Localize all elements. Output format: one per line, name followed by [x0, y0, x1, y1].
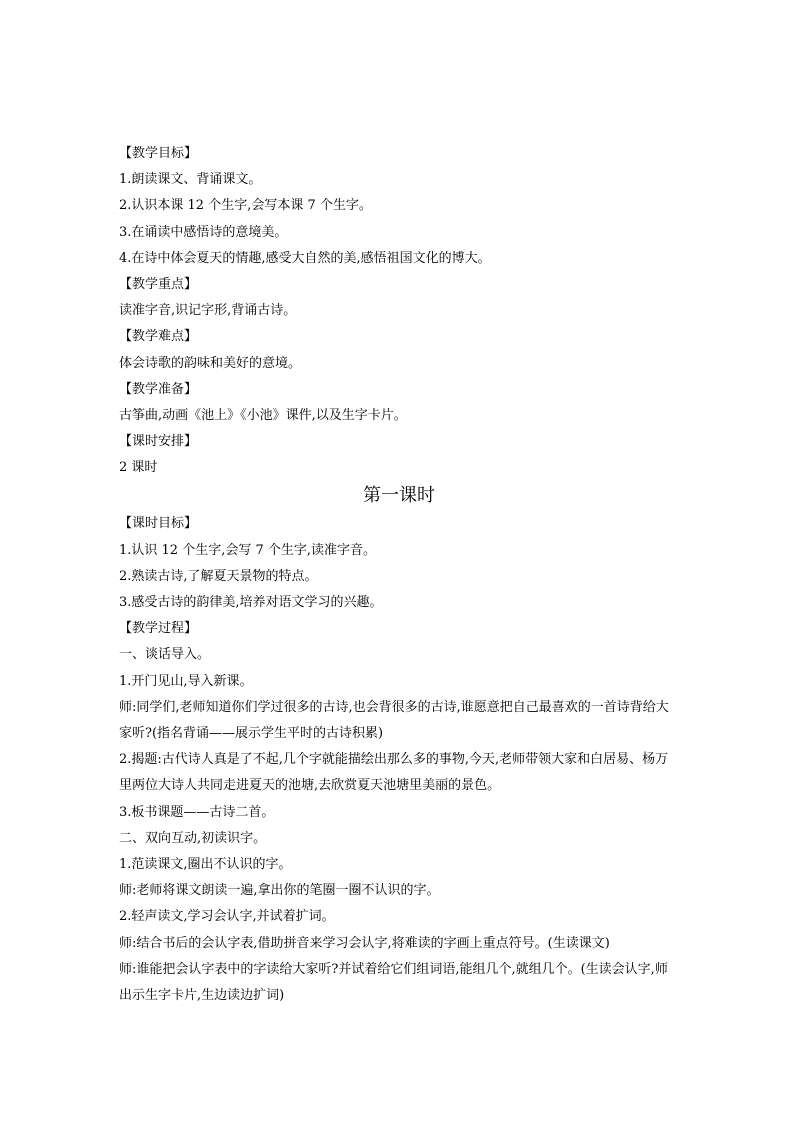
lesson-title: 第一课时: [363, 485, 435, 507]
key-points-heading: 【教学重点】: [119, 276, 198, 292]
difficulty-heading: 【教学难点】: [119, 329, 198, 345]
schedule-text: 2 课时: [119, 460, 158, 476]
lesson-goals-heading: 【课时目标】: [119, 516, 198, 532]
document-page: [119, 141, 679, 1009]
process-paragraph: 师:同学们,老师知道你们学过很多的古诗,也会背很多的古诗,谁愿意把自己最喜欢的一首诗背给大家听?(指名背诵——展示学生平时的古诗积累): [119, 699, 669, 741]
difficulty-text: 体会诗歌的韵味和美好的意境。: [119, 355, 302, 371]
key-points-text: 读准字音,识记字形,背诵古诗。: [119, 303, 297, 319]
lesson-goal-item: 2.熟读古诗,了解夏天景物的特点。: [119, 568, 318, 584]
goal-item: 1.朗读课文、背诵课文。: [119, 172, 262, 188]
process-step: 1.范读课文,圈出不认识的字。: [119, 856, 292, 872]
process-step: 2.轻声读文,学习会认字,并试着扩词。: [119, 909, 335, 925]
lesson-goal-item: 3.感受古诗的韵律美,培养对语文学习的兴趣。: [119, 595, 383, 610]
goal-item: 4.在诗中体会夏天的情趣,感受大自然的美,感悟祖国文化的博大。: [119, 250, 491, 266]
goal-item: 2.认识本课 12 个生字,会写本课 7 个生字。: [119, 198, 372, 214]
lesson-goal-item: 1.认识 12 个生字,会写 7 个生字,读准字音。: [119, 542, 377, 558]
process-heading: 【教学过程】: [119, 621, 198, 637]
process-step: 一、谈话导入。: [119, 647, 211, 663]
process-paragraph: 师:谁能把会认字表中的字读给大家听?并试着给它们组词语,能组几个,就组几个。(生读会认字,师出示生字卡片,生边读边扩词): [119, 961, 668, 1003]
process-paragraph: 师:老师将课文朗读一遍,拿出你的笔圈一圈不认识的字。: [119, 883, 440, 899]
process-paragraph: 2.揭题:古代诗人真是了不起,几个字就能描绘出那么多的事物,今天,老师带领大家和白居易、杨万里两位大诗人共同走进夏天的池塘,去欣赏夏天池塘里美丽的景色。: [119, 752, 669, 794]
process-paragraph: 师:结合书后的会认字表,借助拼音来学习会认字,将难读的字画上重点符号。(生读课文): [119, 935, 610, 951]
goal-item: 3.在诵读中感悟诗的意境美。: [119, 224, 288, 240]
preparation-heading: 【教学准备】: [119, 381, 198, 397]
preparation-text: 古筝曲,动画《池上》《小池》课件,以及生字卡片。: [119, 407, 407, 423]
process-step: 二、双向互动,初读识字。: [119, 830, 267, 846]
process-step: 1.开门见山,导入新课。: [119, 673, 253, 689]
goals-heading: 【教学目标】: [119, 146, 198, 161]
schedule-heading: 【课时安排】: [119, 434, 198, 450]
process-step: 3.板书课题——古诗二首。: [119, 804, 275, 820]
